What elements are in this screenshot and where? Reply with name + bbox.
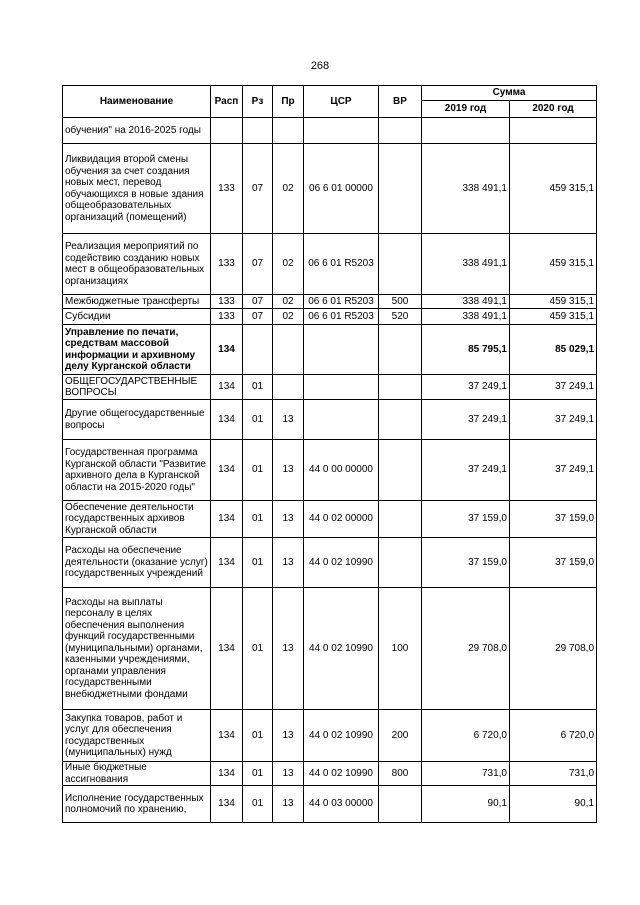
row-rz: 01	[243, 538, 273, 588]
table-row	[63, 118, 597, 144]
row-rz: 07	[243, 309, 273, 325]
budget-table	[62, 85, 597, 823]
row-name: Закупка товаров, работ и услуг для обеспечения государственных (муниципальных) нужд	[63, 710, 211, 762]
row-name: Государственная программа Курганской области "Развитие архивного дела в Курганской области на 2015-2020 годы"	[63, 440, 211, 501]
row-csr: 44 0 00 00000	[304, 440, 379, 501]
header-rz: Рз	[243, 86, 273, 118]
row-csr: 06 6 01 R5203	[304, 309, 379, 325]
row-amount-2020	[510, 118, 597, 144]
row-rasp: 134	[211, 400, 243, 440]
row-amount-2019	[422, 118, 510, 144]
row-pr: 13	[273, 538, 304, 588]
row-rasp: 134	[211, 762, 243, 786]
row-vr	[379, 786, 422, 823]
row-csr: 06 6 01 R5203	[304, 234, 379, 295]
row-csr: 44 0 02 10990	[304, 762, 379, 786]
table-row	[63, 501, 597, 538]
header-csr: ЦСР	[304, 86, 379, 118]
row-rasp: 133	[211, 234, 243, 295]
row-csr: 44 0 02 10990	[304, 588, 379, 710]
row-amount-2020: 459 315,1	[510, 309, 597, 325]
row-pr: 13	[273, 762, 304, 786]
row-amount-2020: 459 315,1	[510, 144, 597, 234]
row-csr: 06 6 01 00000	[304, 144, 379, 234]
row-pr	[273, 118, 304, 144]
row-amount-2019: 29 708,0	[422, 588, 510, 710]
row-name: Реализация мероприятий по содействию созданию новых мест в общеобразовательных организациях	[63, 234, 211, 295]
table-row	[63, 144, 597, 234]
row-name: Исполнение государственных полномочий по хранению,	[63, 786, 211, 823]
table-row	[63, 325, 597, 375]
row-vr	[379, 118, 422, 144]
row-amount-2020: 29 708,0	[510, 588, 597, 710]
row-name: Межбюджетные трансферты	[63, 295, 211, 309]
row-name: Субсидии	[63, 309, 211, 325]
row-pr: 13	[273, 400, 304, 440]
table-row	[63, 400, 597, 440]
row-name: Расходы на выплаты персоналу в целях обеспечения выполнения функций государственными (муниципальными) органами, казенными учреждениями, органами управления государственными внебюджетными фондами	[63, 588, 211, 710]
row-vr: 100	[379, 588, 422, 710]
row-pr: 02	[273, 144, 304, 234]
table-row	[63, 440, 597, 501]
row-rz: 07	[243, 295, 273, 309]
row-name: Обеспечение деятельности государственных архивов Курганской области	[63, 501, 211, 538]
row-amount-2020: 37 159,0	[510, 501, 597, 538]
row-rasp	[211, 118, 243, 144]
row-vr	[379, 375, 422, 400]
row-rz: 01	[243, 400, 273, 440]
row-vr	[379, 501, 422, 538]
row-amount-2019: 338 491,1	[422, 234, 510, 295]
row-pr: 13	[273, 501, 304, 538]
row-vr	[379, 325, 422, 375]
row-name: Расходы на обеспечение деятельности (оказание услуг) государственных учреждений	[63, 538, 211, 588]
header-name: Наименование	[63, 86, 211, 118]
table-row	[63, 375, 597, 400]
table-row	[63, 234, 597, 295]
row-name: Иные бюджетные ассигнования	[63, 762, 211, 786]
row-rasp: 133	[211, 309, 243, 325]
row-amount-2020: 37 249,1	[510, 440, 597, 501]
row-amount-2020: 37 249,1	[510, 400, 597, 440]
row-amount-2019: 6 720,0	[422, 710, 510, 762]
row-name: ОБЩЕГОСУДАРСТВЕННЫЕ ВОПРОСЫ	[63, 375, 211, 400]
header-sum: Сумма	[422, 86, 597, 101]
row-amount-2020: 459 315,1	[510, 234, 597, 295]
row-amount-2019: 37 159,0	[422, 501, 510, 538]
row-pr: 13	[273, 786, 304, 823]
row-amount-2019: 90,1	[422, 786, 510, 823]
row-pr: 02	[273, 309, 304, 325]
row-amount-2019: 338 491,1	[422, 144, 510, 234]
row-amount-2020: 6 720,0	[510, 710, 597, 762]
row-rasp: 134	[211, 375, 243, 400]
row-rasp: 134	[211, 710, 243, 762]
row-vr	[379, 234, 422, 295]
row-name: обучения" на 2016-2025 годы	[63, 118, 211, 144]
row-vr	[379, 538, 422, 588]
row-amount-2019: 37 249,1	[422, 375, 510, 400]
row-csr: 06 6 01 R5203	[304, 295, 379, 309]
row-vr	[379, 144, 422, 234]
row-rz: 01	[243, 440, 273, 501]
header-vr: ВР	[379, 86, 422, 118]
row-rasp: 134	[211, 501, 243, 538]
row-rz: 01	[243, 588, 273, 710]
row-amount-2020: 731,0	[510, 762, 597, 786]
row-rz: 01	[243, 762, 273, 786]
row-rz: 01	[243, 710, 273, 762]
row-csr	[304, 375, 379, 400]
row-vr	[379, 440, 422, 501]
row-csr	[304, 325, 379, 375]
table-row	[63, 538, 597, 588]
row-rz: 01	[243, 501, 273, 538]
row-amount-2020: 37 249,1	[510, 375, 597, 400]
row-csr	[304, 118, 379, 144]
row-rasp: 134	[211, 588, 243, 710]
table-row	[63, 588, 597, 710]
row-name: Другие общегосударственные вопросы	[63, 400, 211, 440]
table-row	[63, 295, 597, 309]
row-rz: 01	[243, 375, 273, 400]
row-csr: 44 0 03 00000	[304, 786, 379, 823]
row-vr: 800	[379, 762, 422, 786]
row-amount-2020: 37 159,0	[510, 538, 597, 588]
row-rz	[243, 325, 273, 375]
table-row	[63, 786, 597, 823]
row-pr: 02	[273, 234, 304, 295]
row-rasp: 133	[211, 144, 243, 234]
row-amount-2019: 338 491,1	[422, 309, 510, 325]
row-pr	[273, 325, 304, 375]
row-rz	[243, 118, 273, 144]
row-pr: 13	[273, 588, 304, 710]
row-amount-2019: 37 249,1	[422, 440, 510, 501]
row-pr: 13	[273, 440, 304, 501]
table-row	[63, 762, 597, 786]
header-rasp: Расп	[211, 86, 243, 118]
row-csr: 44 0 02 10990	[304, 710, 379, 762]
row-rz: 07	[243, 234, 273, 295]
row-csr: 44 0 02 10990	[304, 538, 379, 588]
row-amount-2019: 338 491,1	[422, 295, 510, 309]
row-pr	[273, 375, 304, 400]
table-row	[63, 710, 597, 762]
header-pr: Пр	[273, 86, 304, 118]
row-amount-2019: 37 159,0	[422, 538, 510, 588]
row-amount-2019: 731,0	[422, 762, 510, 786]
row-amount-2019: 85 795,1	[422, 325, 510, 375]
row-rz: 01	[243, 786, 273, 823]
page-number: 268	[310, 60, 330, 72]
row-rasp: 134	[211, 440, 243, 501]
row-vr: 500	[379, 295, 422, 309]
header-2019: 2019 год	[422, 101, 510, 118]
row-csr: 44 0 02 00000	[304, 501, 379, 538]
row-name: Ликвидация второй смены обучения за счет создания новых мест, перевод обучающихся в новые здания общеобразовательных организаций (помещений)	[63, 144, 211, 234]
row-vr: 520	[379, 309, 422, 325]
row-rasp: 134	[211, 325, 243, 375]
row-pr: 13	[273, 710, 304, 762]
table-row	[63, 309, 597, 325]
row-vr: 200	[379, 710, 422, 762]
row-name: Управление по печати, средствам массовой информации и архивному делу Курганской области	[63, 325, 211, 375]
row-rasp: 133	[211, 295, 243, 309]
row-amount-2020: 459 315,1	[510, 295, 597, 309]
row-vr	[379, 400, 422, 440]
row-amount-2019: 37 249,1	[422, 400, 510, 440]
row-pr: 02	[273, 295, 304, 309]
row-amount-2020: 90,1	[510, 786, 597, 823]
row-rz: 07	[243, 144, 273, 234]
row-rasp: 134	[211, 538, 243, 588]
row-amount-2020: 85 029,1	[510, 325, 597, 375]
row-rasp: 134	[211, 786, 243, 823]
row-csr	[304, 400, 379, 440]
header-2020: 2020 год	[510, 101, 597, 118]
